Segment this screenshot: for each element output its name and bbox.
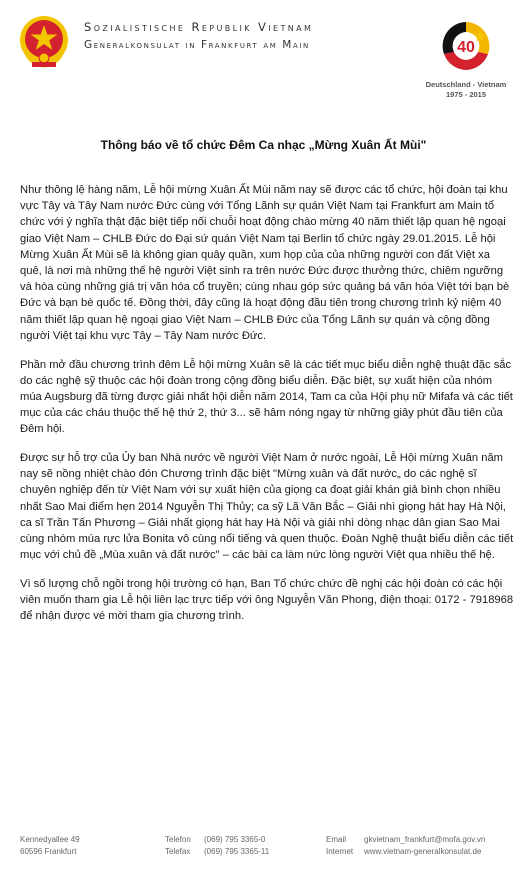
national-emblem-icon xyxy=(18,14,70,70)
footer-telefax-label: Telefax xyxy=(165,847,191,856)
document-title: Thông báo về tổ chức Đêm Ca nhạc „Mừng Xuân Ất Mùi" xyxy=(100,138,427,152)
org-line-2: Generalkonsulat in Frankfurt am Main xyxy=(84,39,310,51)
footer-web-labels xyxy=(326,834,353,858)
footer-internet-label: Internet xyxy=(326,847,354,856)
footer-address xyxy=(20,834,80,858)
logo-caption xyxy=(416,80,516,100)
footer-phone-values xyxy=(204,834,269,858)
org-line-1: Sozialistische Republik Vietnam xyxy=(84,20,314,34)
paragraph-1: Như thông lệ hàng năm, Lễ hội mừng Xuân Ất Mùi năm nay sẽ được các tổ chức, hội đoàn tại khu vực Tây và Tây Nam nước Đức cùng với Tổng Lãnh sự quán Việt Nam tại Frankfurt am Main tổ chức với ý nghĩa thật đặc biệt tiếp nối chuỗi hoạt động chào mừng 40 năm thiết lập quan hệ ngoại giao Việt Nam – CHLB Đức do Đại sứ quán Việt Nam tại Berlin tổ chức ngày 29.01.2015. Lễ hội Mừng Xuân Ất Mùi sẽ là không gian quây quần, xum họp của của những người con đất Việt xa quê, là nơi mà những thế hệ người Việt sinh ra trên nước Đức được thưởng thức, chiêm ngưỡng và hòa cùng những giá trị văn hóa cổ truyền; cùng nhau góp sức quảng bá văn hóa Việt tới bạn bè Đức và bạn bè quốc tế. Đồng thời, đây cũng là hoạt động đầu tiên trong chương trình kỷ niệm 40 năm thiết lập quan hệ ngoại giao Việt Nam – CHLB Đức của Tổng Lãnh sự quán và cộng đồng người Việt tại khu vực Tây – Tây Nam nước Đức. xyxy=(20,184,510,342)
footer-web-values xyxy=(364,834,485,858)
logo-caption-line-2: 1975 - 2015 xyxy=(445,90,487,99)
footer-telefon-value: (069) 795 3365-0 xyxy=(204,835,266,844)
paragraph-3: Được sự hỗ trợ của Ủy ban Nhà nước về người Việt Nam ở nước ngoài, Lễ Hội mừng Xuân năm nay sẽ nồng nhiệt chào đón Chương trình đặc biệt "Mừng xuân và đất nước„ do các nghệ sĩ chuyên nghiệp đến từ Việt Nam với sự xuất hiện của giọng ca đoạt giải khán giả bình chọn nhiều nhất Sao Mai điểm hẹn 2014 Nguyễn Thị Thủy; ca sỹ Lã Văn Bắc – Giải nhì giọng hát hay Hà Nội, ca sĩ Trần Tấn Phương – Giải nhất giọng hát hay Hà Nội và giải nhì dòng nhạc dân gian Sao Mai cùng nhóm múa rực lửa Bonita vô cùng nổi tiếng và quen thuộc. Đoàn Nghệ thuật biểu diễn các tiết mục với chủ đề „Mùa xuân và đất nước" – các bài ca làm nức lòng người Việt qua nhiều thế hệ. xyxy=(20,452,514,562)
logo-number: 40 xyxy=(457,39,475,56)
footer-telefax-value: (069) 795 3365-11 xyxy=(204,847,270,856)
footer-website-link[interactable]: www.vietnam-generalkonsulat.de xyxy=(364,847,482,856)
paragraph-4: Vì số lượng chỗ ngồi trong hội trường có hạn, Ban Tổ chức chức đề nghị các hội đoàn có các hội viên muốn tham gia Lễ hội liên lạc trực tiếp với ông Nguyễn Văn Phong, điện thoại: 0172 - 7918968 để nhận được vé mời tham gia chương trình. xyxy=(20,577,514,623)
header-organization xyxy=(84,20,313,51)
logo-caption-line-1: Deutschland - Vietnam xyxy=(425,80,507,89)
document-body xyxy=(20,182,514,637)
footer-city: 60596 Frankfurt xyxy=(20,847,77,856)
footer-street: Kennedyallee 49 xyxy=(20,835,80,844)
footer-email-link[interactable]: gkvietnam_frankfurt@mofa.gov.vn xyxy=(364,835,486,844)
footer-email-label: Email xyxy=(326,835,347,844)
footer-telefon-label: Telefon xyxy=(165,835,191,844)
paragraph-2: Phần mở đầu chương trình đêm Lễ hội mừng Xuân sẽ là các tiết mục biểu diễn nghệ thuật đặc sắc do các nghệ sỹ thuộc các hội đoàn trong cộng đồng biểu diễn. Đặc biệt, sự xuất hiện của nhóm múa Augsburg đã từng được giải nhất hội diễn năm 2014, Tam ca của Hội phụ nữ Mifafa và các tiết mục của các cháu thuộc thế hệ thứ 2, thứ 3... sẽ hâm nóng ngay từ những giây phút đầu tiên của Đêm hội. xyxy=(20,358,513,436)
anniversary-logo-icon xyxy=(436,18,496,74)
footer-phone-labels xyxy=(165,834,191,858)
